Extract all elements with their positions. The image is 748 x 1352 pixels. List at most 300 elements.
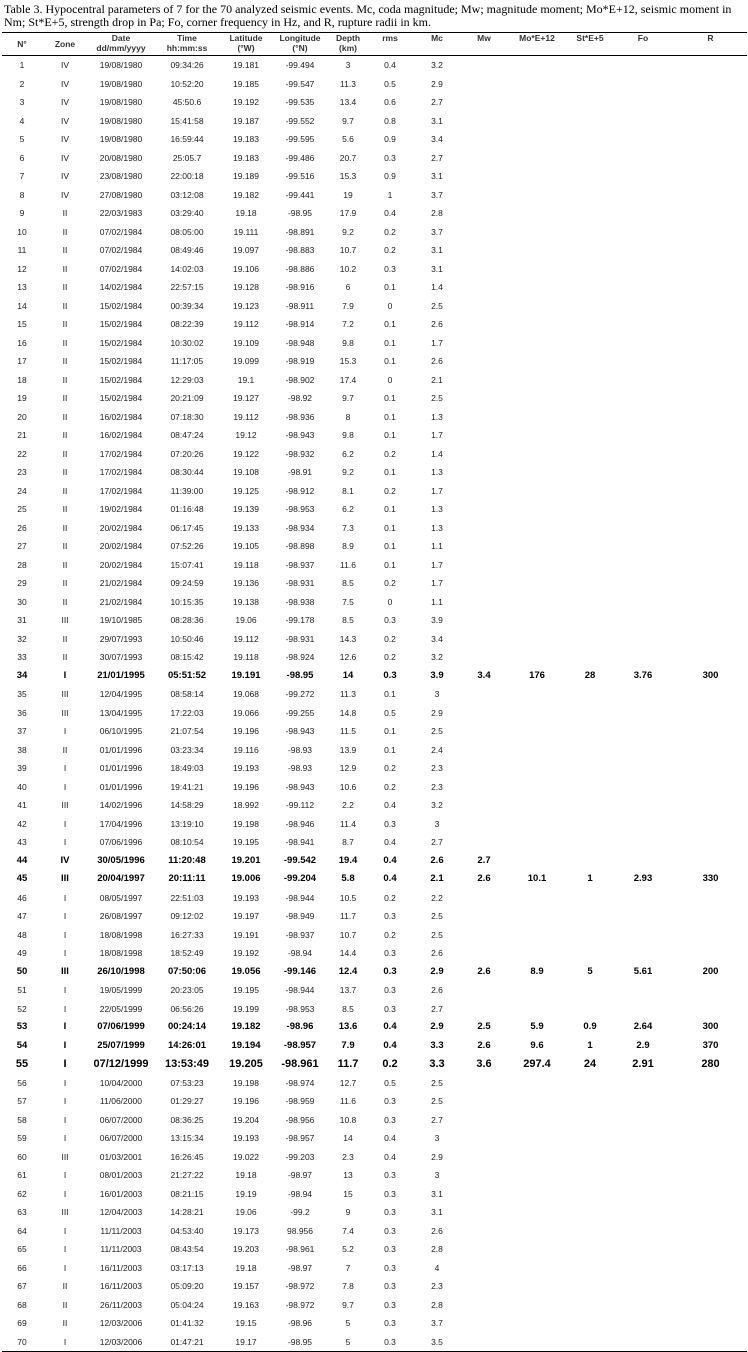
table-cell: 1.3: [431, 522, 443, 533]
table-cell: [612, 223, 674, 242]
table-cell: -98.943: [285, 726, 315, 736]
table-cell: 0.3: [384, 1170, 396, 1180]
table-cell: 0.1: [384, 356, 396, 366]
table-cell: IV: [60, 854, 70, 866]
table-cell: [612, 944, 674, 963]
table-cell: [568, 889, 612, 908]
table-row: [2, 815, 747, 834]
table-cell: [568, 1259, 612, 1278]
table-cell: [462, 1203, 506, 1222]
table-cell: 20: [17, 411, 27, 422]
table-cell: [674, 223, 747, 242]
table-cell: [612, 1092, 674, 1111]
table-cell: 2.5: [431, 929, 443, 940]
table-cell: III: [61, 800, 69, 810]
table-cell: II: [62, 744, 68, 755]
table-cell: 23: [17, 467, 27, 477]
table-cell: [568, 519, 612, 538]
table-row: [2, 241, 747, 260]
table-cell: 20/02/1984: [99, 522, 143, 533]
table-cell: [674, 1277, 747, 1296]
table-cell: 08:22:39: [170, 319, 204, 329]
table-cell: 15/02/1984: [99, 356, 143, 366]
table-cell: 8.5: [342, 1003, 354, 1014]
table-cell: [612, 833, 674, 852]
table-row: [2, 1259, 747, 1278]
table-cell: [506, 149, 568, 168]
table-cell: [568, 204, 612, 223]
table-cell: 0.1: [384, 504, 396, 514]
table-caption: Table 3. Hypocentral parameters of 7 for the 70 analyzed seismic events. Mc, coda magnitude; Mw; magnitude moment; Mo*E+12, seismic moment in Nm; St*E+5, strength drop in Pa; Fo, corner frequency in Hz, and R, rupture radii in km.: [4, 2, 732, 29]
table-cell: 0.3: [384, 1207, 396, 1217]
table-cell: [674, 556, 747, 575]
table-cell: 1.4: [431, 282, 443, 292]
table-cell: -98.943: [285, 430, 315, 440]
table-row: [2, 926, 747, 945]
table-cell: III: [61, 1151, 69, 1162]
table-cell: -98.95: [286, 669, 314, 681]
table-cell: 0.3: [383, 669, 397, 681]
column-header-label: Mo*E+12: [519, 33, 555, 43]
column-header: [412, 33, 462, 56]
table-cell: [568, 389, 612, 408]
table-cell: [674, 537, 747, 556]
table-cell: 08:28:36: [170, 615, 204, 625]
table-cell: 15/02/1984: [99, 319, 143, 329]
table-cell: 0: [387, 374, 393, 385]
table-cell: 03:29:40: [170, 208, 204, 218]
table-cell: [612, 537, 674, 556]
table-cell: 5: [345, 1318, 351, 1328]
table-cell: 01/01/1996: [99, 781, 143, 792]
table-cell: 0.3: [384, 1244, 396, 1254]
table-cell: II: [62, 300, 68, 311]
table-cell: 19.109: [233, 337, 259, 348]
table-cell: 5: [19, 134, 25, 144]
table-cell: [568, 371, 612, 390]
table-cell: -98.957: [283, 1039, 317, 1051]
table-cell: 5.9: [530, 1021, 544, 1032]
table-cell: 2.7: [431, 1003, 443, 1014]
table-cell: 19.108: [233, 467, 259, 477]
table-cell: [506, 593, 568, 612]
table-cell: -98.97: [287, 1262, 313, 1273]
table-cell: 18:49:03: [170, 763, 204, 773]
table-cell: [462, 408, 506, 427]
table-cell: 2.3: [342, 1151, 354, 1162]
table-cell: 19.201: [231, 854, 261, 866]
table-cell: [612, 426, 674, 445]
table-cell: [462, 93, 506, 112]
table-cell: I: [63, 1096, 67, 1106]
table-row: [2, 149, 747, 168]
table-cell: [674, 852, 747, 871]
table-cell: [462, 907, 506, 926]
table-cell: [506, 778, 568, 797]
table-cell: 13:15:34: [170, 1133, 204, 1143]
table-row: [2, 260, 747, 279]
table-cell: 19.196: [233, 781, 259, 792]
table-cell: 08:05:00: [170, 226, 204, 237]
table-cell: 9.6: [530, 1039, 544, 1051]
table-cell: I: [63, 763, 67, 773]
table-cell: I: [63, 837, 67, 847]
table-cell: I: [63, 1003, 67, 1014]
table-cell: 20/02/1984: [99, 541, 143, 551]
table-cell: [462, 445, 506, 464]
table-cell: 3.1: [431, 1207, 443, 1217]
table-cell: [462, 1240, 506, 1259]
table-cell: 46: [17, 892, 27, 903]
table-cell: 300: [702, 1021, 719, 1032]
table-cell: -98.883: [285, 245, 315, 255]
table-cell: -99.272: [285, 689, 315, 699]
table-cell: [568, 981, 612, 1000]
table-cell: 2.1: [430, 873, 444, 884]
table-cell: [462, 1296, 506, 1315]
table-cell: III: [61, 873, 69, 884]
table-cell: 23/08/1980: [99, 171, 143, 181]
table-cell: 19.196: [233, 1096, 259, 1106]
table-cell: [462, 1314, 506, 1333]
table-cell: 17/02/1984: [99, 467, 143, 477]
table-row: [2, 426, 747, 445]
table-cell: [506, 426, 568, 445]
table-cell: -98.953: [285, 1003, 315, 1014]
table-cell: I: [63, 726, 67, 736]
column-header-unit: (km): [339, 43, 357, 53]
table-cell: 07/02/1984: [99, 263, 143, 274]
table-cell: 2.7: [431, 152, 443, 163]
table-cell: [612, 630, 674, 649]
table-cell: II: [62, 522, 68, 533]
table-cell: -98.956: [285, 1114, 315, 1125]
table-cell: 19.112: [233, 319, 259, 329]
table-cell: [674, 297, 747, 316]
table-cell: [506, 56, 568, 75]
table-cell: II: [62, 559, 68, 570]
table-cell: 0.1: [384, 337, 396, 348]
table-cell: II: [62, 541, 68, 551]
table-cell: 0.4: [384, 60, 396, 70]
table-cell: 13:19:10: [170, 818, 204, 829]
column-header-label: Depth: [335, 33, 361, 43]
table-cell: 19/05/1999: [99, 985, 143, 995]
table-row: [2, 1277, 747, 1296]
table-row: [2, 537, 747, 556]
table-cell: 0.2: [384, 892, 396, 903]
table-cell: [612, 907, 674, 926]
table-cell: 13: [343, 1170, 353, 1180]
table-cell: 9.7: [342, 115, 354, 126]
table-cell: [462, 519, 506, 538]
table-cell: [568, 1277, 612, 1296]
table-cell: 1: [587, 1039, 593, 1051]
table-cell: [674, 352, 747, 371]
table-cell: [506, 278, 568, 297]
table-cell: 3.6: [476, 1058, 492, 1070]
table-cell: 0.5: [384, 1077, 396, 1088]
table-cell: 0: [387, 300, 393, 311]
table-cell: 18/08/1998: [99, 929, 143, 940]
table-cell: -98.934: [285, 522, 315, 533]
table-cell: 11.7: [337, 1058, 359, 1070]
table-cell: I: [63, 948, 67, 958]
table-cell: 2.7: [477, 854, 491, 866]
table-cell: 08/01/2003: [99, 1170, 143, 1180]
table-cell: [462, 1092, 506, 1111]
table-cell: 5.61: [633, 965, 653, 977]
table-cell: [462, 56, 506, 75]
table-cell: [674, 463, 747, 482]
table-cell: [674, 1074, 747, 1093]
table-cell: 9.8: [342, 337, 354, 348]
table-cell: 4: [19, 115, 25, 126]
table-cell: 19/08/1980: [99, 134, 143, 144]
table-cell: 0.1: [384, 541, 396, 551]
table-cell: 10:30:02: [170, 337, 204, 348]
table-cell: 2.6: [431, 948, 443, 958]
table-cell: [506, 389, 568, 408]
table-cell: [506, 1333, 568, 1352]
table-cell: [612, 297, 674, 316]
table-cell: 1.7: [431, 578, 443, 588]
table-cell: 07/02/1984: [99, 245, 143, 255]
table-cell: [568, 186, 612, 205]
table-cell: [612, 56, 674, 75]
table-cell: [568, 1333, 612, 1352]
table-cell: [506, 1185, 568, 1204]
table-cell: 19.191: [231, 669, 261, 681]
table-cell: [506, 93, 568, 112]
table-cell: [462, 1111, 506, 1130]
table-cell: 49: [17, 948, 27, 958]
table-cell: II: [62, 1318, 68, 1328]
table-cell: [612, 759, 674, 778]
table-cell: 19.122: [233, 448, 259, 459]
column-header-label: Mc: [431, 33, 443, 43]
table-cell: 0.2: [384, 652, 396, 662]
table-cell: 2.5: [431, 726, 443, 736]
table-cell: 45: [16, 873, 28, 884]
table-cell: [674, 278, 747, 297]
table-cell: [506, 926, 568, 945]
table-cell: 18.992: [233, 800, 259, 810]
table-cell: 51: [17, 985, 27, 995]
table-row: [2, 759, 747, 778]
table-cell: -98.91: [287, 467, 313, 477]
table-cell: 300: [702, 669, 719, 681]
table-cell: 26: [17, 522, 27, 533]
table-cell: [462, 796, 506, 815]
table-cell: 2.93: [633, 873, 653, 884]
table-cell: II: [62, 208, 68, 218]
table-cell: 9.7: [342, 1299, 354, 1310]
table-cell: [612, 130, 674, 149]
table-cell: 16:59:44: [170, 134, 204, 144]
table-cell: [462, 685, 506, 704]
table-cell: 7.5: [342, 596, 354, 607]
table-cell: -99.146: [283, 965, 317, 977]
table-cell: 19.066: [233, 707, 259, 718]
table-cell: 0.2: [384, 485, 396, 496]
table-cell: [612, 722, 674, 741]
table-cell: 04:53:40: [170, 1225, 204, 1236]
table-cell: [462, 1222, 506, 1241]
table-cell: -99.552: [285, 115, 315, 126]
table-cell: [462, 426, 506, 445]
table-cell: 8.9: [530, 965, 544, 977]
table-row: [2, 204, 747, 223]
table-cell: 66: [17, 1262, 27, 1273]
table-cell: 45:50.6: [172, 97, 202, 107]
table-cell: 19/02/1984: [99, 504, 143, 514]
table-cell: [612, 611, 674, 630]
table-cell: 0.6: [384, 97, 396, 107]
table-cell: II: [62, 633, 68, 644]
table-cell: [462, 815, 506, 834]
table-cell: 1.3: [431, 504, 443, 514]
table-cell: 2.9: [636, 1039, 650, 1051]
table-cell: [462, 389, 506, 408]
table-cell: 9: [19, 208, 25, 218]
table-cell: [674, 1185, 747, 1204]
table-cell: [612, 334, 674, 353]
table-cell: -98.931: [285, 633, 315, 644]
table-cell: II: [62, 245, 68, 255]
table-cell: 13/04/1995: [99, 707, 143, 718]
table-cell: 56: [17, 1077, 27, 1088]
table-cell: 19.15: [235, 1318, 257, 1328]
table-cell: [462, 223, 506, 242]
table-cell: 2.7: [431, 1114, 443, 1125]
table-cell: 19/08/1980: [99, 78, 143, 89]
table-cell: [674, 741, 747, 760]
table-cell: -98.937: [285, 929, 315, 940]
table-cell: 19.181: [233, 60, 259, 70]
table-cell: [674, 704, 747, 723]
table-cell: III: [61, 615, 69, 625]
table-cell: [674, 1203, 747, 1222]
table-cell: 07/12/1999: [93, 1058, 149, 1070]
table-cell: [568, 241, 612, 260]
table-cell: [568, 537, 612, 556]
table-row: [2, 186, 747, 205]
table-cell: 0.1: [384, 282, 396, 292]
table-cell: [462, 278, 506, 297]
table-cell: -98.944: [285, 892, 315, 903]
table-cell: 2.64: [633, 1021, 653, 1032]
table-cell: 15.3: [339, 356, 357, 366]
table-cell: [612, 556, 674, 575]
table-cell: [568, 907, 612, 926]
table-cell: [674, 1092, 747, 1111]
table-cell: 1.7: [431, 559, 443, 570]
table-cell: [612, 241, 674, 260]
table-cell: [462, 1000, 506, 1019]
table-cell: 12:29:03: [170, 374, 204, 385]
table-cell: IV: [60, 60, 70, 70]
table-cell: 22: [17, 448, 27, 459]
table-cell: IV: [60, 152, 70, 163]
table-cell: 07:53:23: [170, 1077, 204, 1088]
table-cell: 19.183: [233, 152, 259, 163]
table-cell: 5.6: [342, 134, 354, 144]
table-cell: [674, 371, 747, 390]
table-cell: [674, 778, 747, 797]
table-cell: 03:12:08: [170, 189, 204, 200]
table-cell: 28: [17, 559, 27, 570]
table-cell: 19.195: [233, 837, 259, 847]
table-cell: [612, 445, 674, 464]
table-cell: 3.7: [431, 189, 443, 200]
table-cell: [568, 722, 612, 741]
table-cell: [568, 445, 612, 464]
table-cell: 12.6: [339, 652, 357, 662]
table-cell: -99.255: [285, 707, 315, 718]
table-cell: 70: [2, 1333, 42, 1352]
table-cell: 3: [434, 818, 440, 829]
table-cell: 3: [434, 689, 440, 699]
column-header: [328, 33, 368, 56]
table-cell: IV: [60, 115, 70, 126]
table-cell: [462, 889, 506, 908]
table-cell: 06:17:45: [170, 522, 204, 533]
table-cell: [568, 796, 612, 815]
table-cell: [674, 204, 747, 223]
table-cell: 19.1: [237, 374, 255, 385]
table-cell: 0.4: [383, 1039, 397, 1051]
table-row: [2, 889, 747, 908]
table-cell: 19.022: [233, 1151, 259, 1162]
table-cell: [674, 759, 747, 778]
table-cell: 19.198: [233, 1077, 259, 1088]
table-cell: 11.5: [340, 726, 356, 736]
table-cell: 43: [17, 837, 27, 847]
table-cell: [612, 704, 674, 723]
table-cell: [674, 815, 747, 834]
table-cell: 98.956: [287, 1225, 313, 1236]
table-cell: [462, 315, 506, 334]
table-cell: 2.9: [430, 965, 444, 977]
table-cell: 19.116: [233, 744, 259, 755]
table-cell: 32: [17, 633, 27, 644]
table-cell: 16/01/2003: [99, 1188, 143, 1199]
table-cell: [674, 408, 747, 427]
table-cell: -98.94: [287, 1188, 313, 1199]
table-cell: 19.105: [233, 541, 259, 551]
column-header: [506, 33, 568, 56]
table-cell: 19.06: [235, 1207, 257, 1217]
column-header: [154, 33, 220, 56]
table-cell: [462, 593, 506, 612]
table-cell: 17: [17, 356, 27, 366]
table-cell: II: [62, 263, 68, 274]
table-row: [2, 574, 747, 593]
table-cell: 2.6: [431, 985, 443, 995]
table-cell: 11:20:48: [168, 854, 206, 866]
table-cell: 1.3: [431, 467, 443, 477]
table-cell: [506, 741, 568, 760]
table-cell: 2: [19, 78, 25, 89]
table-cell: 69: [17, 1318, 27, 1328]
table-cell: [506, 630, 568, 649]
table-cell: II: [62, 578, 68, 588]
table-cell: [612, 815, 674, 834]
table-cell: [462, 482, 506, 501]
table-cell: 19.18: [235, 1262, 257, 1273]
table-cell: [462, 759, 506, 778]
